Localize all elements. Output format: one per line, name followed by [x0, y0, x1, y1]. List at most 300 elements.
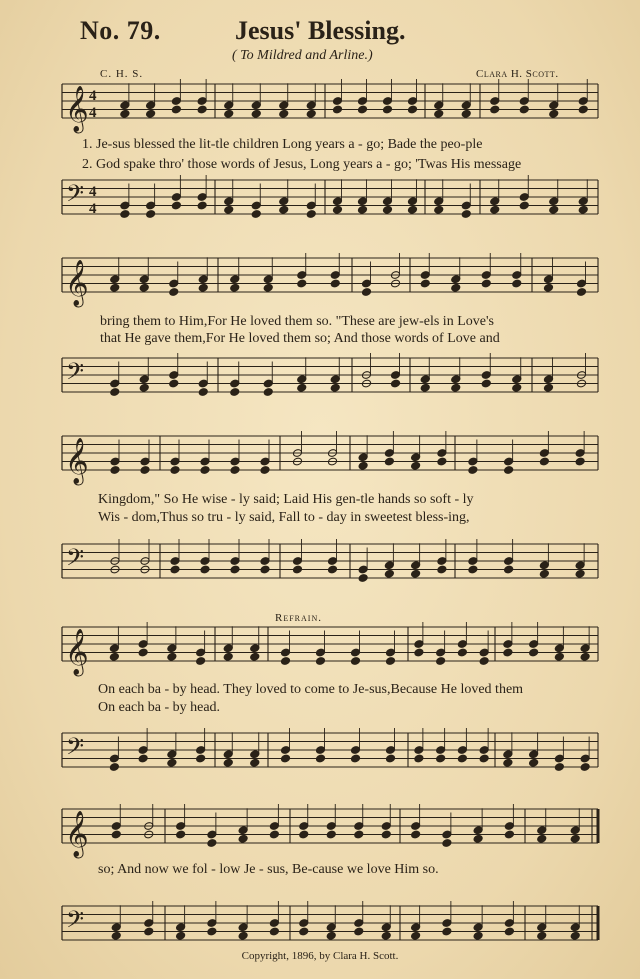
note-head: [390, 379, 400, 388]
note-head: [437, 457, 447, 466]
note-head: [382, 105, 392, 114]
note-head: [292, 557, 302, 566]
note-head: [543, 275, 553, 284]
note-head: [146, 101, 156, 110]
note-head: [580, 763, 590, 772]
note-head: [350, 746, 360, 755]
note-head: [554, 652, 564, 661]
bass-clef-icon: 𝄢: [66, 357, 85, 391]
note-head: [250, 750, 260, 759]
note-head: [299, 830, 309, 839]
note-head: [407, 97, 417, 106]
note-head: [434, 205, 444, 214]
system-1-verse-2: 2. God spake thro' those words of Jesus, Long years a - go; 'Twas His message: [82, 157, 522, 172]
note-head: [110, 379, 120, 388]
system-2-verse-1: bring them to Him,For He loved them so. "These are jew-els in Love's: [100, 314, 494, 329]
note-head: [451, 375, 461, 384]
note-head: [260, 565, 270, 574]
note-head: [280, 754, 290, 763]
note-head: [411, 923, 421, 932]
note-head: [251, 101, 261, 110]
note-head: [167, 750, 177, 759]
note-head: [384, 561, 394, 570]
note-head: [504, 822, 514, 831]
note-head: [169, 379, 179, 388]
note-head: [250, 758, 260, 767]
note-head: [580, 754, 590, 763]
note-head: [434, 109, 444, 118]
note-head: [578, 197, 588, 206]
note-head: [576, 279, 586, 288]
refrain-label: Refrain.: [275, 612, 322, 624]
note-head: [109, 754, 119, 763]
note-head: [146, 210, 156, 219]
note-head: [327, 557, 337, 566]
note-head: [120, 101, 130, 110]
note-head: [411, 822, 421, 831]
note-head: [196, 657, 206, 666]
note-head: [306, 210, 316, 219]
note-head: [110, 457, 120, 466]
note-head: [170, 557, 180, 566]
note-head: [358, 574, 368, 583]
note-head: [306, 109, 316, 118]
note-head: [384, 457, 394, 466]
note-head: [382, 97, 392, 106]
note-head: [110, 466, 120, 475]
system-1-verse-1: 1. Je-sus blessed the lit-tle children Long years a - go; Bade the peo-ple: [82, 137, 483, 152]
note-head: [407, 205, 417, 214]
note-head: [326, 830, 336, 839]
note-head: [279, 101, 289, 110]
note-head: [539, 569, 549, 578]
note-head: [238, 923, 248, 932]
note-head: [580, 644, 590, 653]
note-head: [549, 205, 559, 214]
bass-clef-icon: 𝄢: [66, 905, 85, 939]
note-head: [315, 648, 325, 657]
note-head: [111, 923, 121, 932]
note-head: [357, 205, 367, 214]
note-head: [332, 105, 342, 114]
note-head: [420, 271, 430, 280]
note-head: [139, 275, 149, 284]
note-head: [549, 101, 559, 110]
note-head: [381, 822, 391, 831]
note-head: [554, 763, 564, 772]
note-head: [167, 644, 177, 653]
note-head: [332, 97, 342, 106]
note-head: [529, 750, 539, 759]
note-head: [197, 97, 207, 106]
note-head: [169, 288, 179, 297]
note-head: [171, 97, 181, 106]
note-head: [169, 279, 179, 288]
note-head: [200, 565, 210, 574]
note-head: [224, 109, 234, 118]
note-head: [230, 565, 240, 574]
note-head: [504, 927, 514, 936]
note-head: [411, 931, 421, 940]
note-head: [385, 746, 395, 755]
note-head: [330, 375, 340, 384]
note-head: [297, 383, 307, 392]
note-head: [481, 279, 491, 288]
system-4-verse-2: On each ba - by head.: [98, 700, 221, 715]
note-head: [537, 923, 547, 932]
note-head: [361, 288, 371, 297]
note-head: [543, 375, 553, 384]
lyricist-credit: C. H. S.: [100, 68, 144, 80]
note-head: [512, 383, 522, 392]
note-head: [414, 640, 424, 649]
note-head: [575, 457, 585, 466]
note-head: [354, 830, 364, 839]
note-head: [570, 826, 580, 835]
note-head: [251, 201, 261, 210]
note-head: [280, 746, 290, 755]
note-head: [414, 648, 424, 657]
note-head: [436, 754, 446, 763]
note-head: [539, 457, 549, 466]
note-head: [437, 449, 447, 458]
note-head: [354, 822, 364, 831]
note-head: [315, 754, 325, 763]
note-head: [451, 275, 461, 284]
note-head: [269, 919, 279, 928]
note-head: [578, 105, 588, 114]
note-head: [224, 205, 234, 214]
note-head: [170, 565, 180, 574]
note-head: [230, 388, 240, 397]
note-head: [490, 205, 500, 214]
note-head: [171, 105, 181, 114]
note-head: [350, 657, 360, 666]
note-head: [479, 657, 489, 666]
note-head: [580, 652, 590, 661]
note-head: [224, 101, 234, 110]
note-head: [554, 644, 564, 653]
note-head: [176, 822, 186, 831]
note-head: [407, 197, 417, 206]
note-head: [539, 449, 549, 458]
note-head: [385, 648, 395, 657]
note-head: [139, 283, 149, 292]
note-head: [207, 927, 217, 936]
note-head: [120, 210, 130, 219]
note-head: [138, 746, 148, 755]
treble-clef-icon: 𝄞: [65, 629, 89, 675]
note-head: [420, 383, 430, 392]
note-head: [570, 923, 580, 932]
note-head: [238, 931, 248, 940]
note-head: [330, 383, 340, 392]
system-4-verse-1: On each ba - by head. They loved to come to Je-sus,Because He loved them: [98, 682, 524, 697]
hymn-title: Jesus' Blessing.: [235, 16, 406, 45]
note-head: [411, 830, 421, 839]
treble-clef-icon: 𝄞: [65, 260, 89, 306]
note-head: [381, 931, 391, 940]
note-head: [109, 763, 119, 772]
note-head: [196, 648, 206, 657]
note-head: [504, 565, 514, 574]
note-head: [457, 754, 467, 763]
note-head: [479, 746, 489, 755]
note-head: [354, 919, 364, 928]
note-head: [260, 457, 270, 466]
note-head: [437, 565, 447, 574]
note-head: [109, 644, 119, 653]
note-head: [223, 644, 233, 653]
note-head: [442, 839, 452, 848]
time-signature-top: 4: [89, 184, 97, 200]
note-head: [110, 388, 120, 397]
hymn-number: No. 79.: [80, 16, 161, 45]
note-head: [384, 569, 394, 578]
note-head: [473, 826, 483, 835]
note-head: [479, 648, 489, 657]
note-head: [481, 379, 491, 388]
note-head: [578, 205, 588, 214]
note-head: [570, 834, 580, 843]
note-head: [297, 271, 307, 280]
note-head: [481, 371, 491, 380]
note-head: [223, 652, 233, 661]
note-head: [326, 923, 336, 932]
note-head: [251, 210, 261, 219]
system-2-verse-2: that He gave them,For He loved them so; And those words of Love and: [100, 331, 500, 346]
note-head: [299, 927, 309, 936]
note-head: [473, 923, 483, 932]
bass-clef-icon: 𝄢: [66, 732, 85, 766]
note-head: [504, 457, 514, 466]
note-head: [299, 919, 309, 928]
note-head: [198, 275, 208, 284]
note-head: [503, 750, 513, 759]
note-head: [357, 197, 367, 206]
note-head: [230, 466, 240, 475]
note-head: [575, 449, 585, 458]
note-head: [327, 565, 337, 574]
note-head: [411, 461, 421, 470]
note-head: [468, 565, 478, 574]
note-head: [223, 758, 233, 767]
note-head: [468, 466, 478, 475]
note-head: [269, 830, 279, 839]
note-head: [503, 648, 513, 657]
treble-clef-icon: 𝄞: [65, 86, 89, 132]
note-head: [138, 754, 148, 763]
note-head: [230, 457, 240, 466]
note-head: [230, 275, 240, 284]
note-head: [330, 279, 340, 288]
note-head: [197, 193, 207, 202]
note-head: [224, 197, 234, 206]
note-head: [457, 648, 467, 657]
note-head: [198, 283, 208, 292]
note-head: [279, 197, 289, 206]
note-head: [481, 271, 491, 280]
note-head: [176, 830, 186, 839]
note-head: [110, 283, 120, 292]
note-head: [529, 648, 539, 657]
copyright-notice: Copyright, 1896, by Clara H. Scott.: [241, 950, 399, 962]
note-head: [354, 927, 364, 936]
note-head: [361, 279, 371, 288]
note-head: [269, 927, 279, 936]
note-head: [504, 830, 514, 839]
note-head: [411, 561, 421, 570]
note-head: [292, 565, 302, 574]
dedication-close-paren: ): [368, 48, 373, 63]
note-head: [197, 105, 207, 114]
note-head: [332, 197, 342, 206]
note-head: [176, 923, 186, 932]
note-head: [554, 754, 564, 763]
note-head: [306, 201, 316, 210]
note-head: [461, 101, 471, 110]
note-head: [144, 927, 154, 936]
note-head: [330, 271, 340, 280]
note-head: [549, 197, 559, 206]
note-head: [390, 371, 400, 380]
note-head: [384, 449, 394, 458]
note-head: [315, 746, 325, 755]
note-head: [176, 931, 186, 940]
bass-clef-icon: 𝄢: [66, 179, 85, 213]
note-head: [280, 648, 290, 657]
bass-clef-icon: 𝄢: [66, 543, 85, 577]
note-head: [207, 839, 217, 848]
note-head: [578, 97, 588, 106]
note-head: [442, 830, 452, 839]
note-head: [434, 197, 444, 206]
note-head: [575, 561, 585, 570]
time-signature-bottom: 4: [89, 105, 97, 121]
note-head: [382, 197, 392, 206]
note-head: [238, 826, 248, 835]
note-head: [120, 201, 130, 210]
note-head: [350, 648, 360, 657]
note-head: [139, 383, 149, 392]
note-head: [250, 644, 260, 653]
note-head: [490, 97, 500, 106]
note-head: [332, 205, 342, 214]
note-head: [437, 557, 447, 566]
note-head: [299, 822, 309, 831]
note-head: [519, 193, 529, 202]
note-head: [411, 569, 421, 578]
note-head: [196, 754, 206, 763]
note-head: [260, 466, 270, 475]
note-head: [167, 652, 177, 661]
note-head: [263, 275, 273, 284]
note-head: [269, 822, 279, 831]
dedication-open-paren: (: [232, 48, 237, 63]
note-head: [414, 746, 424, 755]
note-head: [358, 565, 368, 574]
note-head: [543, 283, 553, 292]
note-head: [260, 557, 270, 566]
note-head: [529, 758, 539, 767]
note-head: [111, 822, 121, 831]
note-head: [171, 201, 181, 210]
note-head: [109, 652, 119, 661]
note-head: [263, 379, 273, 388]
note-head: [111, 830, 121, 839]
note-head: [280, 657, 290, 666]
note-head: [575, 569, 585, 578]
note-head: [110, 275, 120, 284]
note-head: [468, 557, 478, 566]
note-head: [230, 283, 240, 292]
time-signature-bottom: 4: [89, 201, 97, 217]
time-signature-top: 4: [89, 88, 97, 104]
note-head: [120, 109, 130, 118]
note-head: [381, 830, 391, 839]
note-head: [200, 466, 210, 475]
note-head: [297, 279, 307, 288]
note-head: [381, 923, 391, 932]
note-head: [451, 283, 461, 292]
note-head: [490, 197, 500, 206]
note-head: [357, 105, 367, 114]
note-head: [468, 457, 478, 466]
note-head: [519, 201, 529, 210]
note-head: [420, 375, 430, 384]
note-head: [537, 834, 547, 843]
note-head: [358, 461, 368, 470]
note-head: [504, 557, 514, 566]
note-head: [442, 927, 452, 936]
note-head: [169, 371, 179, 380]
note-head: [512, 271, 522, 280]
note-head: [350, 754, 360, 763]
note-head: [146, 109, 156, 118]
note-head: [171, 193, 181, 202]
note-head: [490, 105, 500, 114]
system-5-verse-1: so; And now we fol - low Je - sus, Be-cause we love Him so.: [98, 862, 439, 877]
note-head: [357, 97, 367, 106]
note-head: [138, 640, 148, 649]
note-head: [279, 109, 289, 118]
note-head: [537, 826, 547, 835]
note-head: [473, 931, 483, 940]
note-head: [146, 201, 156, 210]
note-head: [512, 375, 522, 384]
note-head: [382, 205, 392, 214]
note-head: [414, 754, 424, 763]
note-head: [200, 557, 210, 566]
note-head: [251, 109, 261, 118]
note-head: [358, 453, 368, 462]
note-head: [512, 279, 522, 288]
note-head: [461, 210, 471, 219]
note-head: [529, 640, 539, 649]
note-head: [434, 101, 444, 110]
note-head: [549, 109, 559, 118]
note-head: [230, 557, 240, 566]
note-head: [461, 201, 471, 210]
note-head: [504, 466, 514, 475]
note-head: [420, 279, 430, 288]
note-head: [503, 758, 513, 767]
note-head: [198, 379, 208, 388]
treble-clef-icon: 𝄞: [65, 811, 89, 857]
note-head: [504, 919, 514, 928]
note-head: [144, 919, 154, 928]
note-head: [436, 657, 446, 666]
